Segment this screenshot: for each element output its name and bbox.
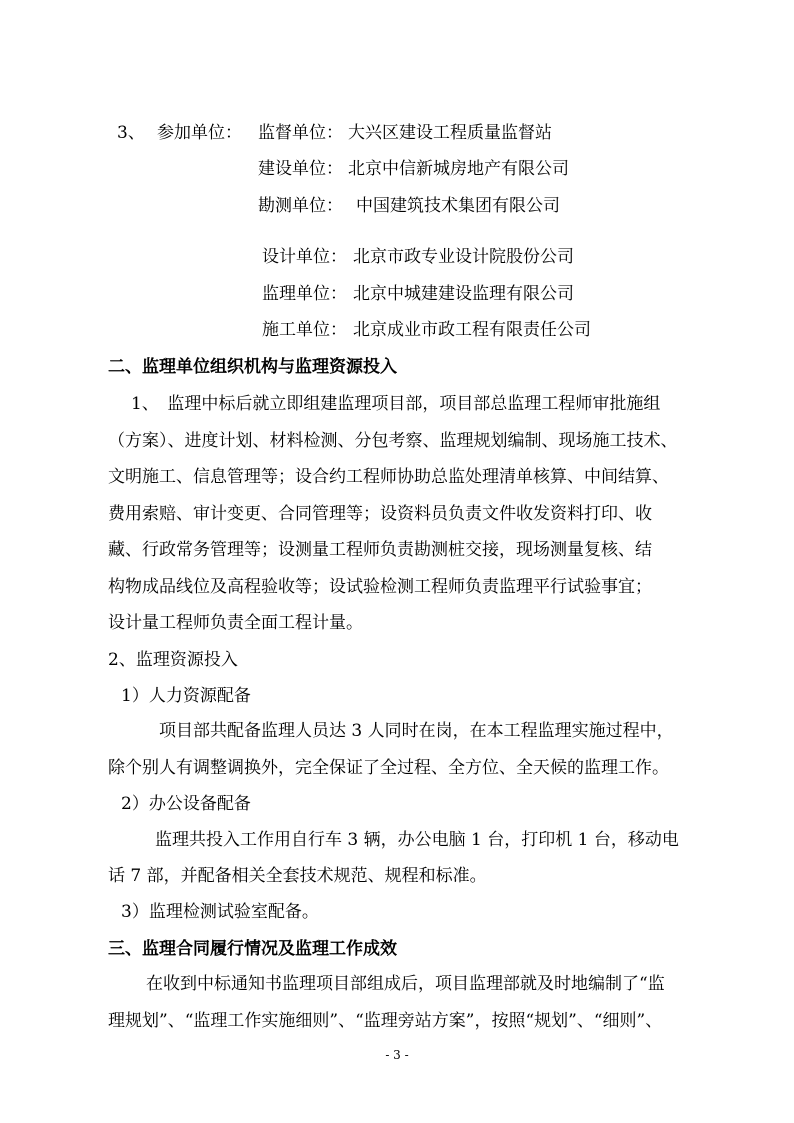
unit-role: 勘测单位：	[258, 196, 343, 216]
paragraph-line: 监理共投入工作用自行车 3 辆，办公电脑 1 台，打印机 1 台，移动电	[155, 830, 679, 850]
paragraph-line: 项目部共配备监理人员达 3 人同时在岗，在本工程监理实施过程中，	[159, 721, 674, 741]
sub-item-heading: 2）办公设备配备	[121, 794, 251, 814]
paragraph-line: 文明施工、信息管理等；设合约工程师协助总监处理清单核算、中间结算、	[108, 467, 669, 487]
participants-heading-label: 参加单位：	[157, 123, 242, 143]
paragraph-line: 藏、行政常务管理等；设测量工程师负责勘测桩交接，现场测量复核、结	[108, 540, 652, 560]
paragraph-line: 理规划”、“监理工作实施细则”、“监理旁站方案”，按照“规划”、“细则”、	[108, 1011, 663, 1031]
paragraph-line: 构物成品线位及高程验收等；设试验检测工程师负责监理平行试验事宜；	[108, 577, 652, 597]
paragraph-line: （方案）、进度计划、材料检测、分包考察、监理规划编制、现场施工技术、	[108, 431, 678, 451]
paragraph-line: 在收到中标通知书监理项目部组成后，项目监理部就及时地编制了“监	[146, 974, 665, 994]
subsection-heading: 2、监理资源投入	[108, 650, 238, 670]
section-heading: 三、监理合同履行情况及监理工作成效	[108, 939, 397, 959]
unit-role: 施工单位：	[262, 320, 347, 340]
paragraph-line: 费用索赔、审计变更、合同管理等；设资料员负责文件收发资料打印、收	[108, 504, 652, 524]
unit-name: 北京中信新城房地产有限公司	[348, 159, 569, 179]
sub-item-heading: 1）人力资源配备	[121, 686, 251, 706]
unit-name: 北京市政专业设计院股份公司	[353, 247, 574, 267]
page-number: - 3 -	[385, 1048, 409, 1062]
unit-role: 设计单位：	[262, 247, 347, 267]
paragraph-line: 除个别人有调整调换外，完全保证了全过程、全方位、全天候的监理工作。	[108, 758, 669, 778]
unit-name: 大兴区建设工程质量监督站	[348, 123, 552, 143]
unit-name: 北京中城建建设监理有限公司	[353, 284, 574, 304]
paragraph-line: 话 7 部，并配备相关全套技术规范、规程和标准。	[108, 866, 487, 886]
unit-name: 北京成业市政工程有限责任公司	[353, 320, 591, 340]
unit-role: 监督单位：	[258, 123, 343, 143]
paragraph-line: 1、 监理中标后就立即组建监理项目部，项目部总监理工程师审批施组	[131, 394, 661, 414]
unit-role: 建设单位：	[258, 159, 343, 179]
paragraph-line: 设计量工程师负责全面工程计量。	[108, 613, 363, 633]
sub-item-heading: 3）监理检测试验室配备。	[121, 902, 319, 922]
unit-name: 中国建筑技术集团有限公司	[356, 196, 560, 216]
section-heading: 二、监理单位组织机构与监理资源投入	[108, 357, 397, 377]
participants-heading-number: 3、	[117, 123, 145, 143]
unit-role: 监理单位：	[262, 284, 347, 304]
